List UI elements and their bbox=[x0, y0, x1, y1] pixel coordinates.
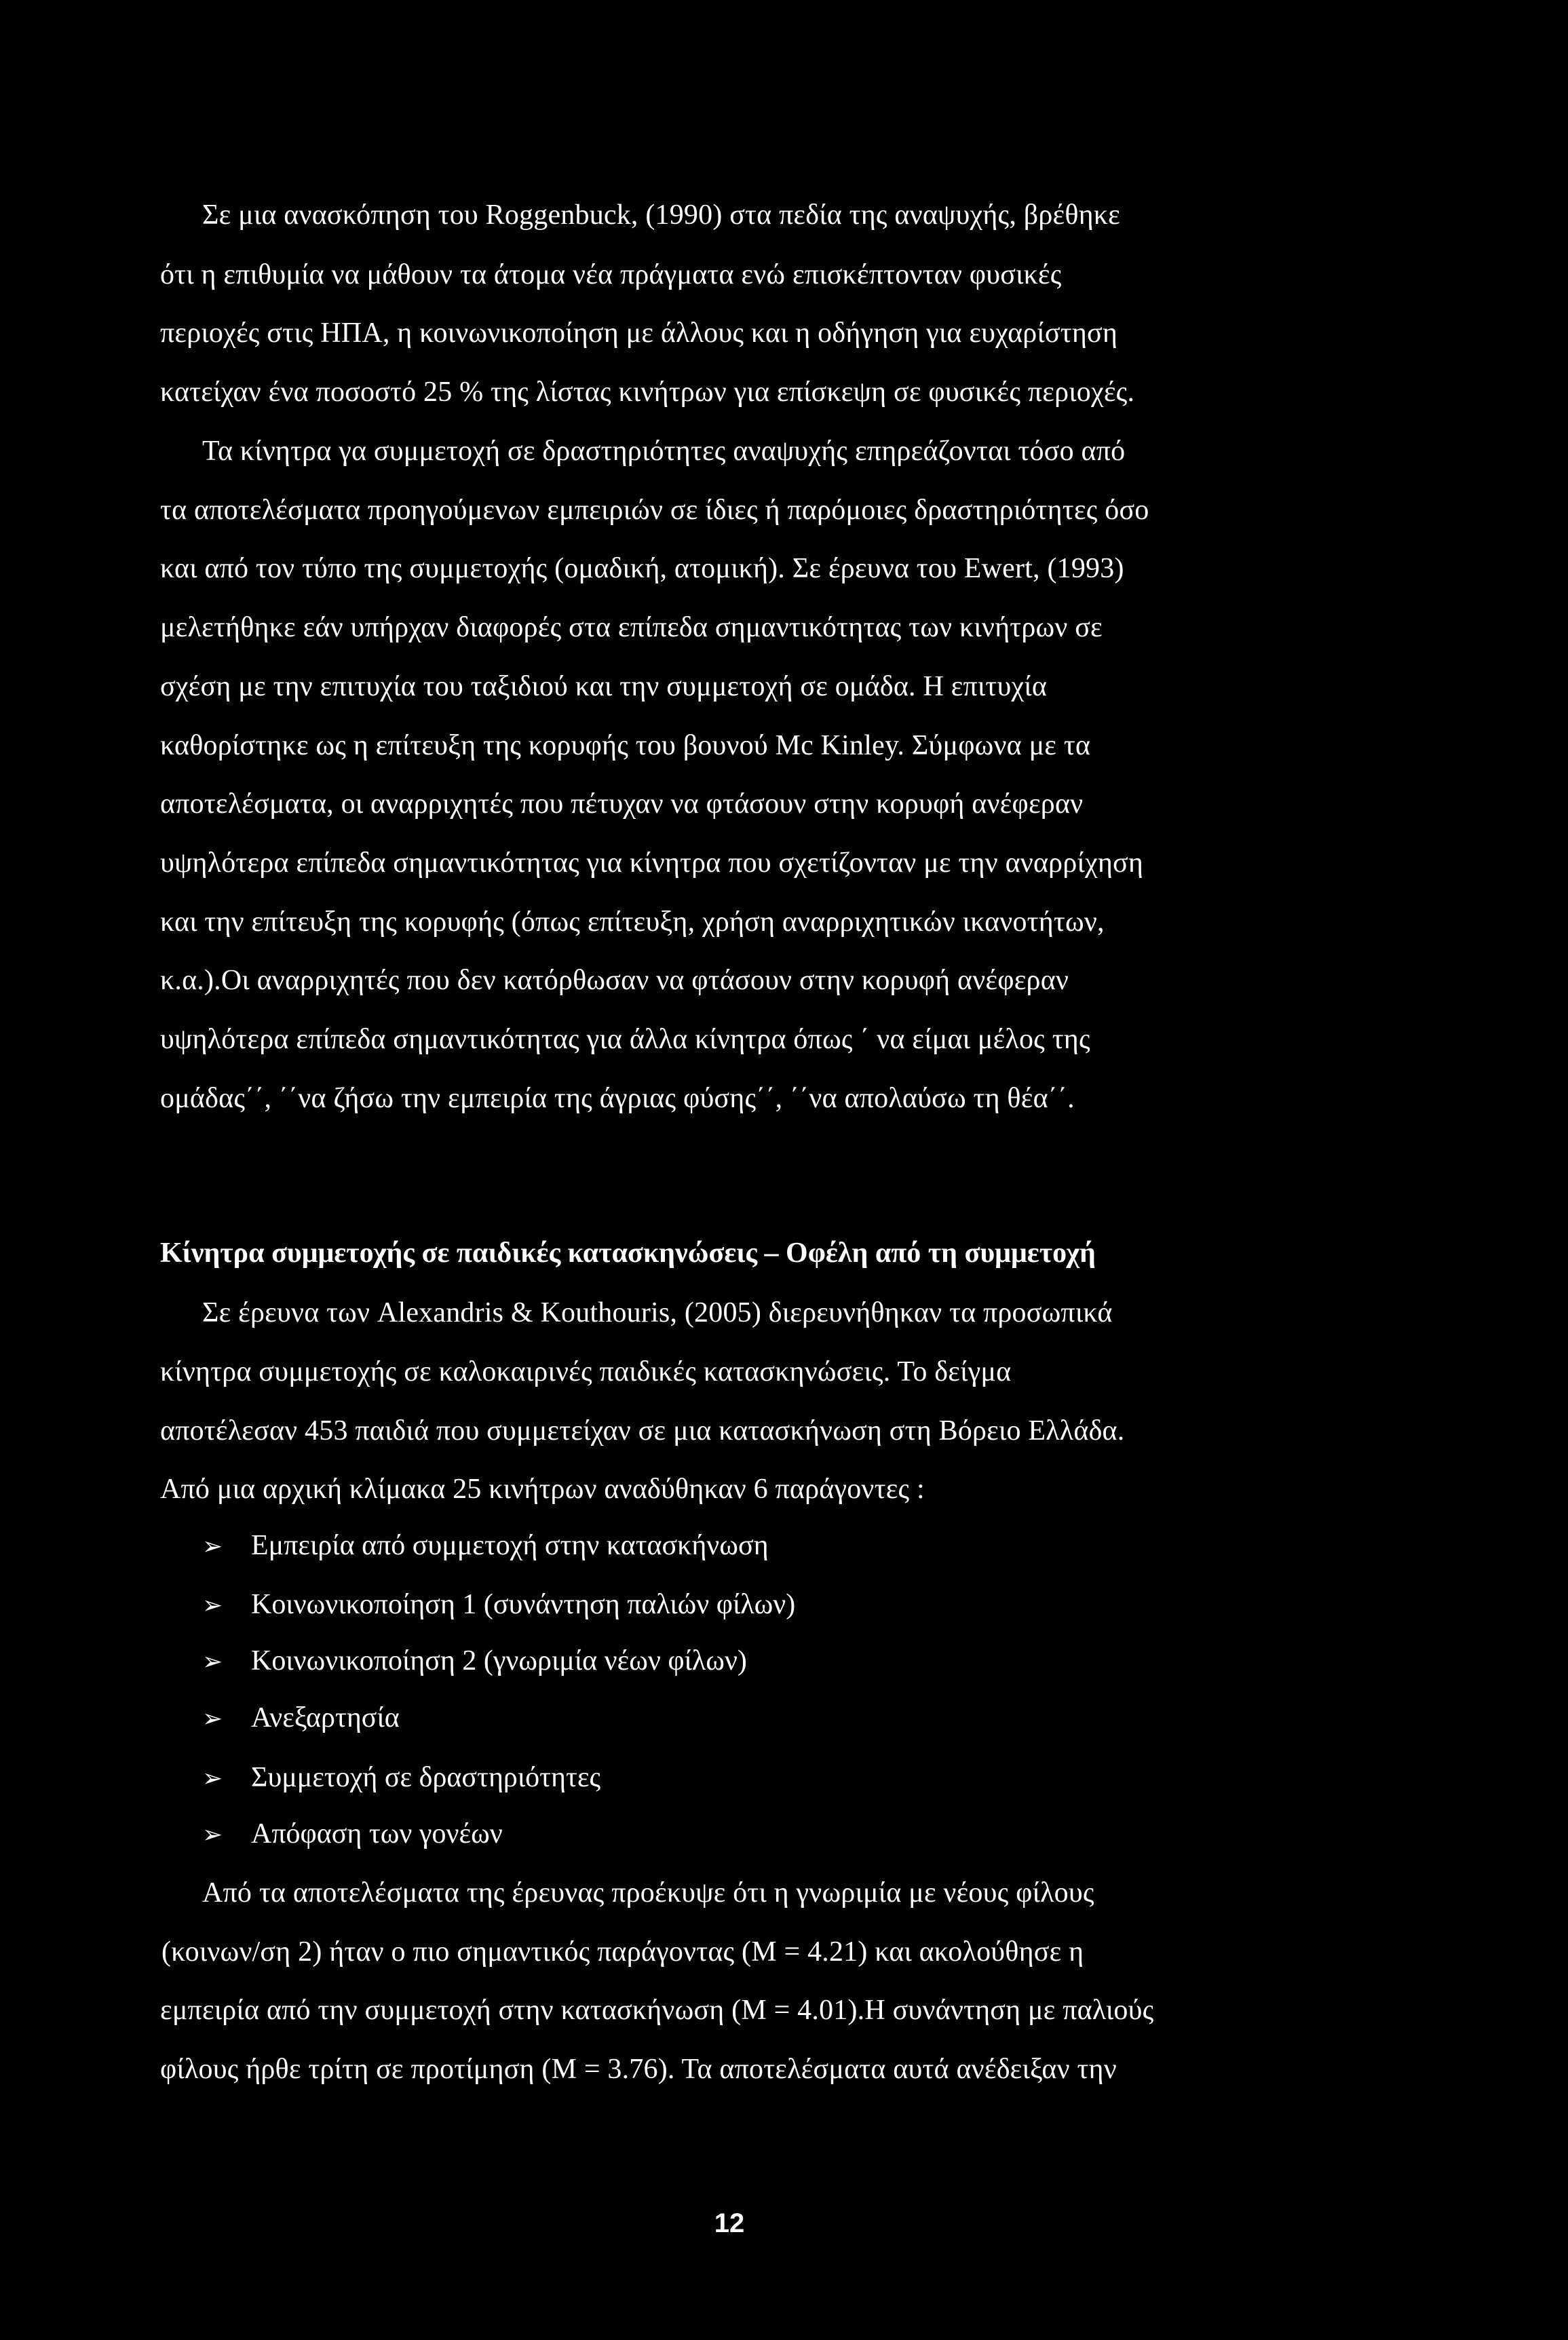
list-item bbox=[202, 1761, 600, 1796]
paragraph-2-line: αποτελέσματα, οι αναρριχητές που πέτυχαν να φτάσουν στην κορυφή ανέφεραν bbox=[160, 788, 1084, 820]
paragraph-1-line: κατείχαν ένα ποσοστό 25 % της λίστας κινήτρων για επίσκεψη σε φυσικές περιοχές. bbox=[160, 377, 1135, 408]
paragraph-1-line: περιοχές στις ΗΠΑ, η κοινωνικοποίηση με άλλους και η οδήγηση για ευχαρίστηση bbox=[160, 318, 1118, 349]
paragraph-2-line: κ.α.).Οι αναρριχητές που δεν κατόρθωσαν να φτάσουν στην κορυφή ανέφεραν bbox=[160, 965, 1069, 996]
paragraph-4-line: εμπειρία από την συμμετοχή στην κατασκήνωση (Μ = 4.01).Η συνάντηση με παλιούς bbox=[160, 1995, 1154, 2026]
paragraph-2-line: και την επίτευξη της κορυφής (όπως επίτευξη, χρήση αναρριχητικών ικανοτήτων, bbox=[160, 906, 1105, 938]
paragraph-4-line: φίλους ήρθε τρίτη σε προτίμηση (Μ = 3.76). Τα αποτελέσματα αυτά ανέδειξαν την bbox=[160, 2054, 1117, 2085]
paragraph-1-line: ότι η επιθυμία να μάθουν τα άτομα νέα πράγματα ενώ επισκέπτονταν φυσικές bbox=[160, 259, 1062, 290]
list-item-text: Απόφαση των γονέων bbox=[251, 1818, 503, 1849]
arrow-bullet-icon: ➢ bbox=[202, 1533, 223, 1560]
list-item bbox=[202, 1588, 795, 1623]
paragraph-2-line: μελετήθηκε εάν υπήρχαν διαφορές στα επίπεδα σημαντικότητας των κινήτρων σε bbox=[160, 612, 1103, 643]
list-item bbox=[202, 1701, 400, 1736]
paragraph-1-line: Σε μια ανασκόπηση του Roggenbuck, (1990) στα πεδία της αναψυχής, βρέθηκε bbox=[202, 199, 1121, 231]
paragraph-2-line: υψηλότερα επίπεδα σημαντικότητας για άλλα κίνητρα όπως ΄ να είμαι μέλος της bbox=[160, 1024, 1090, 1055]
list-item-text: Κοινωνικοποίηση 2 (γνωριμία νέων φίλων) bbox=[251, 1645, 747, 1676]
paragraph-2-line: καθορίστηκε ως η επίτευξη της κορυφής του βουνού Mc Kinley. Σύμφωνα με τα bbox=[160, 730, 1091, 761]
paragraph-3-line: κίνητρα συμμετοχής σε καλοκαιρινές παιδικές κατασκηνώσεις. Το δείγμα bbox=[160, 1356, 1012, 1387]
paragraph-2-line: σχέση με την επιτυχία του ταξιδιού και την συμμετοχή σε ομάδα. Η επιτυχία bbox=[160, 671, 1048, 702]
paragraph-2-line: και από τον τύπο της συμμετοχής (ομαδική, ατομική). Σε έρευνα του Ewert, (1993) bbox=[160, 553, 1124, 584]
paragraph-4-line: (κοινων/ση 2) ήταν ο πιο σημαντικός παράγοντας (Μ = 4.21) και ακολούθησε η bbox=[161, 1936, 1084, 1968]
list-item bbox=[202, 1644, 747, 1679]
page-number: 12 bbox=[714, 2208, 745, 2238]
list-item-text: Ανεξαρτησία bbox=[251, 1702, 400, 1733]
arrow-bullet-icon: ➢ bbox=[202, 1592, 223, 1619]
list-item-text: Συμμετοχή σε δραστηριότητες bbox=[251, 1762, 601, 1793]
arrow-bullet-icon: ➢ bbox=[202, 1705, 223, 1733]
paragraph-3-line: αποτέλεσαν 453 παιδιά που συμμετείχαν σε μια κατασκήνωση στη Βόρειο Ελλάδα. bbox=[160, 1415, 1125, 1446]
paragraph-2-line: υψηλότερα επίπεδα σημαντικότητας για κίνητρα που σχετίζονταν με την αναρρίχηση bbox=[160, 847, 1143, 879]
section-heading: Κίνητρα συμμετοχής σε παιδικές κατασκηνώσεις – Οφέλη από τη συμμετοχή bbox=[160, 1238, 1096, 1269]
list-item-text: Κοινωνικοποίηση 1 (συνάντηση παλιών φίλων) bbox=[251, 1589, 796, 1620]
paragraph-4-line: Από τα αποτελέσματα της έρευνας προέκυψε ότι η γνωριμία με νέους φίλους bbox=[202, 1877, 1094, 1909]
list-item bbox=[202, 1529, 769, 1564]
paragraph-2-line: Τα κίνητρα γα συμμετοχή σε δραστηριότητες αναψυχής επηρεάζονται τόσο από bbox=[202, 436, 1126, 467]
arrow-bullet-icon: ➢ bbox=[202, 1648, 223, 1676]
arrow-bullet-icon: ➢ bbox=[202, 1765, 223, 1792]
paragraph-3-line: Από μια αρχική κλίμακα 25 κινήτρων αναδύθηκαν 6 παράγοντες : bbox=[160, 1474, 925, 1505]
arrow-bullet-icon: ➢ bbox=[202, 1821, 223, 1849]
paragraph-2-line: ομάδας΄΄, ΄΄να ζήσω την εμπειρία της άγριας φύσης΄΄, ΄΄να απολαύσω τη θέα΄΄. bbox=[160, 1083, 1075, 1114]
list-item-text: Εμπειρία από συμμετοχή στην κατασκήνωση bbox=[251, 1530, 769, 1561]
paragraph-3-line: Σε έρευνα των Alexandris & Kouthouris, (2005) διερευνήθηκαν τα προσωπικά bbox=[202, 1297, 1113, 1328]
paragraph-2-line: τα αποτελέσματα προηγούμενων εμπειριών σε ίδιες ή παρόμοιες δραστηριότητες όσο bbox=[160, 495, 1149, 526]
list-item bbox=[202, 1817, 503, 1852]
